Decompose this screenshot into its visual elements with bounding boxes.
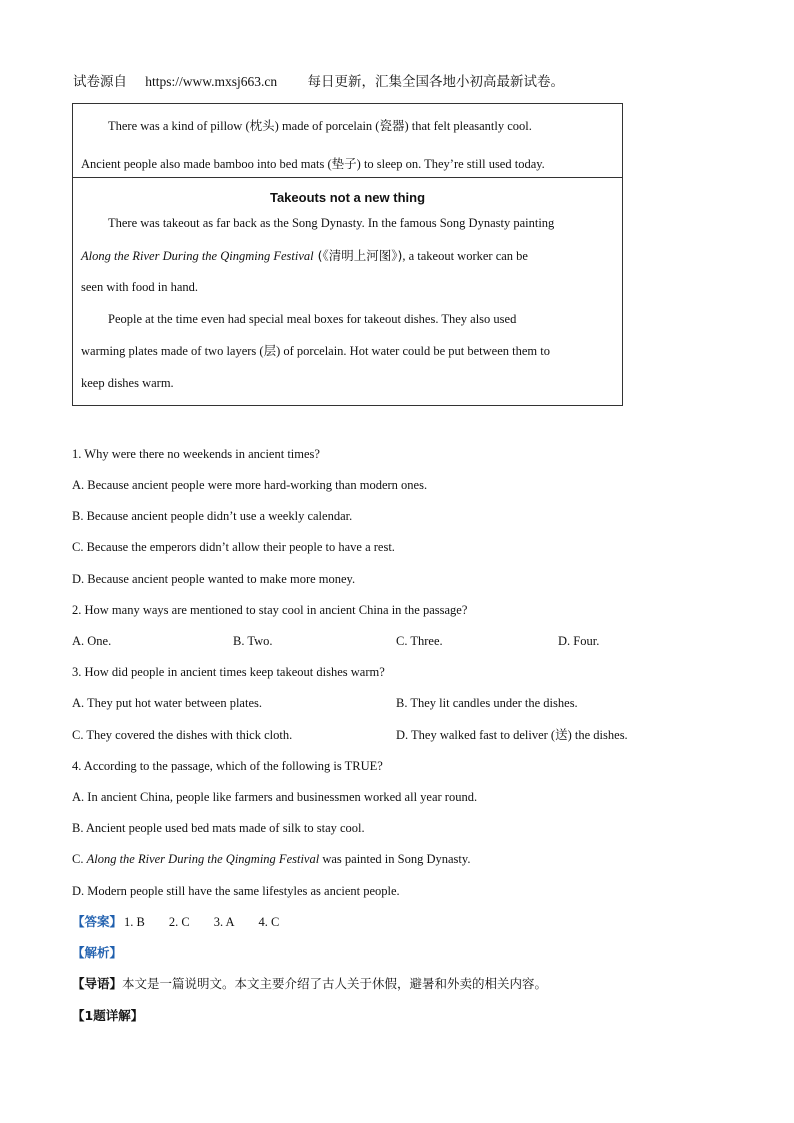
answer-label: 【答案】	[72, 914, 123, 929]
q2-option-c[interactable]: C. Three.	[396, 634, 443, 648]
q2-option-a[interactable]: A. One.	[72, 634, 112, 648]
q4-option-d[interactable]: D. Modern people still have the same lifestyles as ancient people.	[72, 884, 400, 898]
q1-option-b[interactable]: B. Because ancient people didn’t use a weekly calendar.	[72, 509, 353, 523]
analysis-label: 【解析】	[72, 945, 123, 960]
section-title: Takeouts not a new thing	[269, 190, 426, 205]
q3-option-a[interactable]: A. They put hot water between plates.	[72, 696, 262, 710]
text-segment: warming plates made of two layers (	[81, 344, 264, 358]
text-segment-cn: 送	[555, 727, 568, 742]
text-segment: C.	[72, 852, 87, 866]
q3-option-c[interactable]: C. They covered the dishes with thick cloth.	[72, 728, 293, 742]
q4-option-c[interactable]	[72, 851, 470, 867]
passage-box-takeouts	[72, 177, 623, 406]
text-segment: D. They walked fast to deliver (	[396, 728, 556, 742]
text-segment: ) to sleep on. They’re still used today.	[356, 157, 545, 171]
q1-option-d[interactable]: D. Because ancient people wanted to make more money.	[72, 572, 356, 586]
passage-line	[73, 142, 622, 180]
text-segment-cn: (《清明上河图》)	[313, 247, 403, 263]
source-label: 试卷源自	[73, 74, 127, 90]
answer-2: 2. C	[168, 915, 190, 929]
painting-title: Along the River During the Qingming Festival	[86, 852, 320, 866]
text-segment: , a takeout worker can be	[402, 248, 528, 263]
q3-option-d[interactable]	[396, 727, 628, 743]
text-segment: ) made of porcelain (	[274, 119, 380, 133]
answer-3: 3. A	[213, 915, 235, 929]
text-segment: ) that felt pleasantly cool.	[404, 119, 532, 133]
detail-label: 【1题详解】	[72, 1008, 144, 1023]
q2-option-b[interactable]: B. Two.	[233, 634, 273, 648]
passage-box-pillow	[72, 103, 623, 178]
question-1: 1. Why were there no weekends in ancient times?	[72, 447, 320, 461]
text-segment: Ancient people also made bamboo into bed mats (	[81, 157, 332, 171]
text-segment: was painted in Song Dynasty.	[319, 852, 471, 866]
text-segment-cn: 枕头	[249, 118, 275, 133]
page-header	[73, 70, 564, 90]
question-3: 3. How did people in ancient times keep takeout dishes warm?	[72, 665, 385, 679]
passage-line	[73, 335, 622, 368]
q1-option-c[interactable]: C. Because the emperors didn’t allow their people to have a rest.	[72, 540, 395, 554]
passage-line	[73, 240, 622, 273]
q4-option-b[interactable]: B. Ancient people used bed mats made of silk to stay cool.	[72, 821, 365, 835]
q1-option-a[interactable]: A. Because ancient people were more hard-working than modern ones.	[72, 478, 428, 492]
passage-line: keep dishes warm.	[81, 375, 174, 390]
text-segment-cn: 瓷器	[379, 118, 405, 133]
answer-values	[124, 915, 303, 929]
guide-text: 本文是一篇说明文。本文主要介绍了古人关于休假，避暑和外卖的相关内容。	[122, 976, 548, 991]
text-segment-cn: 层	[263, 343, 277, 358]
painting-title: Along the River During the Qingming Festival	[81, 248, 314, 263]
source-url[interactable]: https://www.mxsj663.cn	[145, 74, 278, 89]
answer-row	[72, 914, 303, 930]
guide-label: 【导语】	[72, 976, 123, 991]
text-segment: There was a kind of pillow (	[108, 119, 250, 133]
passage-line: People at the time even had special meal boxes for takeout dishes. They also used	[108, 311, 517, 326]
answer-1: 1. B	[124, 915, 145, 929]
question-4: 4. According to the passage, which of the following is TRUE?	[72, 759, 383, 773]
analysis-row	[72, 945, 122, 961]
text-segment-cn: 垫子	[331, 156, 357, 171]
passage-line: seen with food in hand.	[81, 280, 198, 294]
header-slogan: 每日更新，汇集全国各地小初高最新试卷。	[307, 74, 564, 90]
text-segment: ) of porcelain. Hot water could be put between them to	[276, 344, 550, 358]
question-2: 2. How many ways are mentioned to stay cool in ancient China in the passage?	[72, 603, 468, 617]
detail-row	[72, 1008, 143, 1024]
q2-option-d[interactable]: D. Four.	[558, 634, 600, 648]
q3-option-b[interactable]: B. They lit candles under the dishes.	[396, 696, 578, 710]
text-segment: ) the dishes.	[567, 728, 628, 742]
passage-line: There was takeout as far back as the Song Dynasty. In the famous Song Dynasty painting	[108, 216, 555, 230]
answer-4: 4. C	[258, 915, 280, 929]
passage-line	[73, 104, 622, 142]
guide-row	[72, 976, 547, 992]
q4-option-a[interactable]: A. In ancient China, people like farmers and businessmen worked all year round.	[72, 790, 478, 804]
